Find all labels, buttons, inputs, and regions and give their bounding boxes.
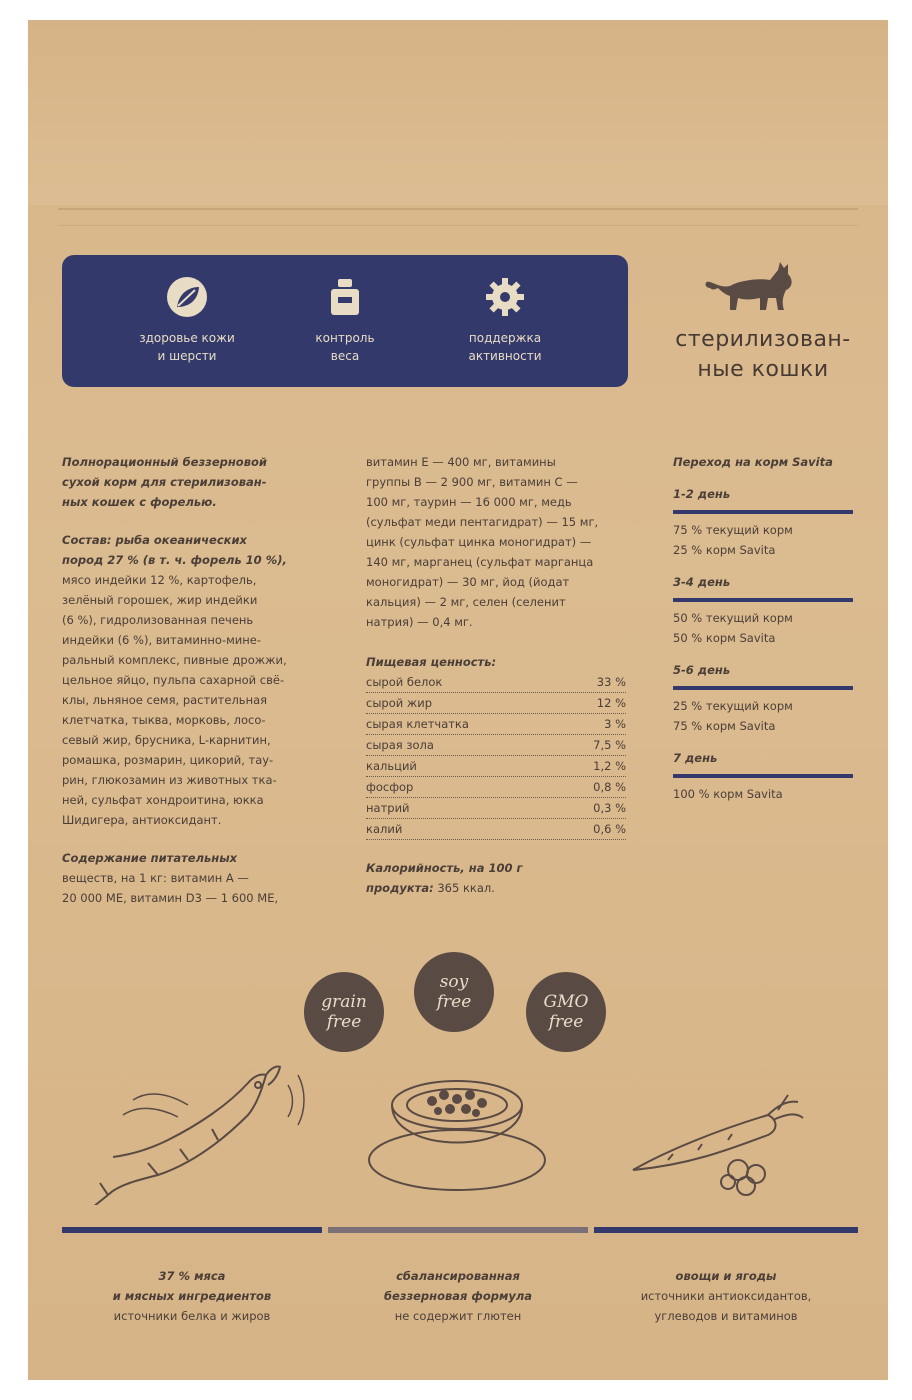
badge-text: grain <box>321 992 367 1012</box>
composition-line: ромашка, розмарин, цикорий, тау- <box>62 753 274 767</box>
vitamins-line: цинк (сульфат цинка моногидрат) — <box>366 535 592 549</box>
vitamins-line: кальция) — 2 мг, селен (селенит <box>366 595 566 609</box>
vitamins-line: (сульфат меди пентагидрат) — 15 мг, <box>366 515 599 529</box>
intro-line: сухой корм для стерилизован- <box>62 475 267 489</box>
composition-line: Шидигера, антиоксидант. <box>62 813 222 827</box>
gear-icon <box>483 275 527 319</box>
composition-line: рин, глюкозамин из животных тка- <box>62 773 277 787</box>
nutrient-name: сырая зола <box>366 738 434 752</box>
transition-bar <box>673 598 853 602</box>
nutrition-row <box>366 735 626 756</box>
transition-day: 7 день <box>673 751 718 765</box>
vitamins-line: натрия) — 0,4 мг. <box>366 615 473 629</box>
package-seal-area <box>28 20 888 205</box>
target-label <box>653 325 873 385</box>
transition-stage <box>673 572 858 648</box>
vitamins-line: 140 мг, марганец (сульфат марганца <box>366 555 594 569</box>
feature-subtitle: не содержит глютен <box>394 1309 522 1323</box>
nutrient-value: 0,3 % <box>593 801 626 815</box>
feature-bar <box>62 1227 322 1233</box>
feature-bar <box>594 1227 858 1233</box>
nutrition-row <box>366 777 626 798</box>
composition-line: пород 27 % (в т. ч. форель 10 %), <box>62 553 287 567</box>
transition-line: 100 % корм Savita <box>673 787 783 801</box>
calories-label: продукта: <box>366 881 434 895</box>
nutrition-row <box>366 819 626 840</box>
nutrients-line: веществ, на 1 кг: витамин А — <box>62 871 249 885</box>
calories-line: Калорийность, на 100 г <box>366 861 523 875</box>
description-column <box>62 452 332 908</box>
fish-illustration <box>88 1045 308 1209</box>
vitamins-line: моногидрат) — 30 мг, йод (йодат <box>366 575 570 589</box>
feature-title: беззерновая формула <box>383 1289 533 1303</box>
feature-meat <box>72 1266 312 1326</box>
composition-line: Состав: рыба океанических <box>62 533 247 547</box>
leaf-icon <box>165 275 209 319</box>
nutrient-name: калий <box>366 822 403 836</box>
badge-text: GMO <box>543 992 589 1012</box>
nutrient-value: 3 % <box>604 717 626 731</box>
transition-line: 50 % корм Savita <box>673 631 776 645</box>
nutrient-value: 7,5 % <box>593 738 626 752</box>
benefits-panel <box>62 255 628 387</box>
package-back <box>28 20 888 1380</box>
composition-line: клы, льняное семя, растительная <box>62 693 268 707</box>
transition-stage <box>673 660 858 736</box>
grain-free-badge <box>304 972 384 1052</box>
nutrient-name: сырая клетчатка <box>366 717 469 731</box>
nutrient-name: сырой белок <box>366 675 443 689</box>
composition-line: индейки (6 %), витаминно-мине- <box>62 633 262 647</box>
intro-line: ных кошек с форелью. <box>62 495 217 509</box>
feature-bar <box>328 1227 588 1233</box>
transition-line: 25 % корм Savita <box>673 543 776 557</box>
intro-line: Полнорационный беззерновой <box>62 455 267 469</box>
transition-day: 5-6 день <box>673 663 731 677</box>
nutrition-row <box>366 798 626 819</box>
benefit-label: контроль <box>315 331 375 345</box>
feature-title: 37 % мяса <box>158 1269 226 1283</box>
transition-line: 50 % текущий корм <box>673 611 793 625</box>
composition-line: клетчатка, тыква, морковь, лосо- <box>62 713 266 727</box>
transition-line: 25 % текущий корм <box>673 699 793 713</box>
feature-title: и мясных ингредиентов <box>112 1289 272 1303</box>
badge-text: free <box>326 1012 362 1032</box>
badge-text: free <box>436 992 472 1012</box>
transition-line: 75 % корм Savita <box>673 719 776 733</box>
benefit-label: активности <box>468 349 542 363</box>
transition-bar <box>673 774 853 778</box>
vegetables-illustration <box>628 1090 808 1204</box>
composition-line: (6 %), гидролизованная печень <box>62 613 254 627</box>
nutrients-line: Содержание питательных <box>62 851 238 865</box>
nutrition-row <box>366 693 626 714</box>
target-line: стерилизован- <box>675 327 851 352</box>
feature-vegetables <box>606 1266 846 1326</box>
transition-bar <box>673 510 853 514</box>
nutrient-name: натрий <box>366 801 410 815</box>
benefit-label: и шерсти <box>157 349 217 363</box>
transition-day: 1-2 день <box>673 487 731 501</box>
transition-column <box>673 452 858 804</box>
nutrient-value: 1,2 % <box>593 759 626 773</box>
bowl-illustration <box>362 1065 552 1199</box>
transition-stage <box>673 748 858 804</box>
soy-free-badge <box>414 952 494 1032</box>
nutrient-name: сырой жир <box>366 696 433 710</box>
feature-subtitle: источники антиоксидантов, <box>640 1289 812 1303</box>
composition-line: севый жир, брусника, L-карнитин, <box>62 733 271 747</box>
vitamins-line: 100 мг, таурин — 16 000 мг, медь <box>366 495 572 509</box>
composition-line: ральный комплекс, пивные дрожжи, <box>62 653 287 667</box>
benefit-skin-coat <box>102 275 272 365</box>
benefit-label: веса <box>330 349 360 363</box>
nutrient-name: кальций <box>366 759 417 773</box>
feature-title: овощи и ягоды <box>675 1269 777 1283</box>
nutrition-table <box>366 672 626 840</box>
nutrition-column <box>366 452 626 898</box>
composition-line: ней, сульфат хондроитина, юкка <box>62 793 264 807</box>
composition-line: зелёный горошек, жир индейки <box>62 593 258 607</box>
benefit-label: поддержка <box>468 331 542 345</box>
transition-day: 3-4 день <box>673 575 731 589</box>
nutrition-heading: Пищевая ценность: <box>366 655 497 669</box>
badge-text: free <box>548 1012 584 1032</box>
nutrient-name: фосфор <box>366 780 414 794</box>
benefit-weight-control <box>260 275 430 365</box>
vitamins-line: витамин Е — 400 мг, витамины <box>366 455 556 469</box>
transition-stage <box>673 484 858 560</box>
target-line: ные кошки <box>697 357 829 382</box>
calories-line <box>366 878 626 898</box>
feature-subtitle: углеводов и витаминов <box>654 1309 798 1323</box>
composition-line: мясо индейки 12 %, картофель, <box>62 573 257 587</box>
gmo-free-badge <box>526 972 606 1052</box>
nutrients-line: 20 000 МЕ, витамин D3 — 1 600 МЕ, <box>62 891 279 905</box>
badge-text: soy <box>439 972 469 992</box>
nutrition-row <box>366 672 626 693</box>
nutrient-value: 12 % <box>596 696 626 710</box>
benefit-label: здоровье кожи <box>139 331 235 345</box>
feature-formula <box>338 1266 578 1326</box>
cat-icon <box>700 258 800 317</box>
nutrition-row <box>366 714 626 735</box>
transition-heading: Переход на корм Savita <box>673 455 833 469</box>
nutrition-row <box>366 756 626 777</box>
benefit-activity <box>420 275 590 365</box>
composition-line: цельное яйцо, пульпа сахарной свё- <box>62 673 285 687</box>
vitamins-line: группы В — 2 900 мг, витамин С — <box>366 475 578 489</box>
nutrient-value: 0,6 % <box>593 822 626 836</box>
weight-icon <box>323 275 367 319</box>
nutrient-value: 33 % <box>596 675 626 689</box>
calories-value: 365 ккал. <box>437 881 495 895</box>
feature-title: сбалансированная <box>396 1269 520 1283</box>
seal-line <box>58 225 858 226</box>
seal-line <box>58 208 858 210</box>
nutrient-value: 0,8 % <box>593 780 626 794</box>
transition-line: 75 % текущий корм <box>673 523 793 537</box>
feature-subtitle: источники белка и жиров <box>113 1309 271 1323</box>
transition-bar <box>673 686 853 690</box>
